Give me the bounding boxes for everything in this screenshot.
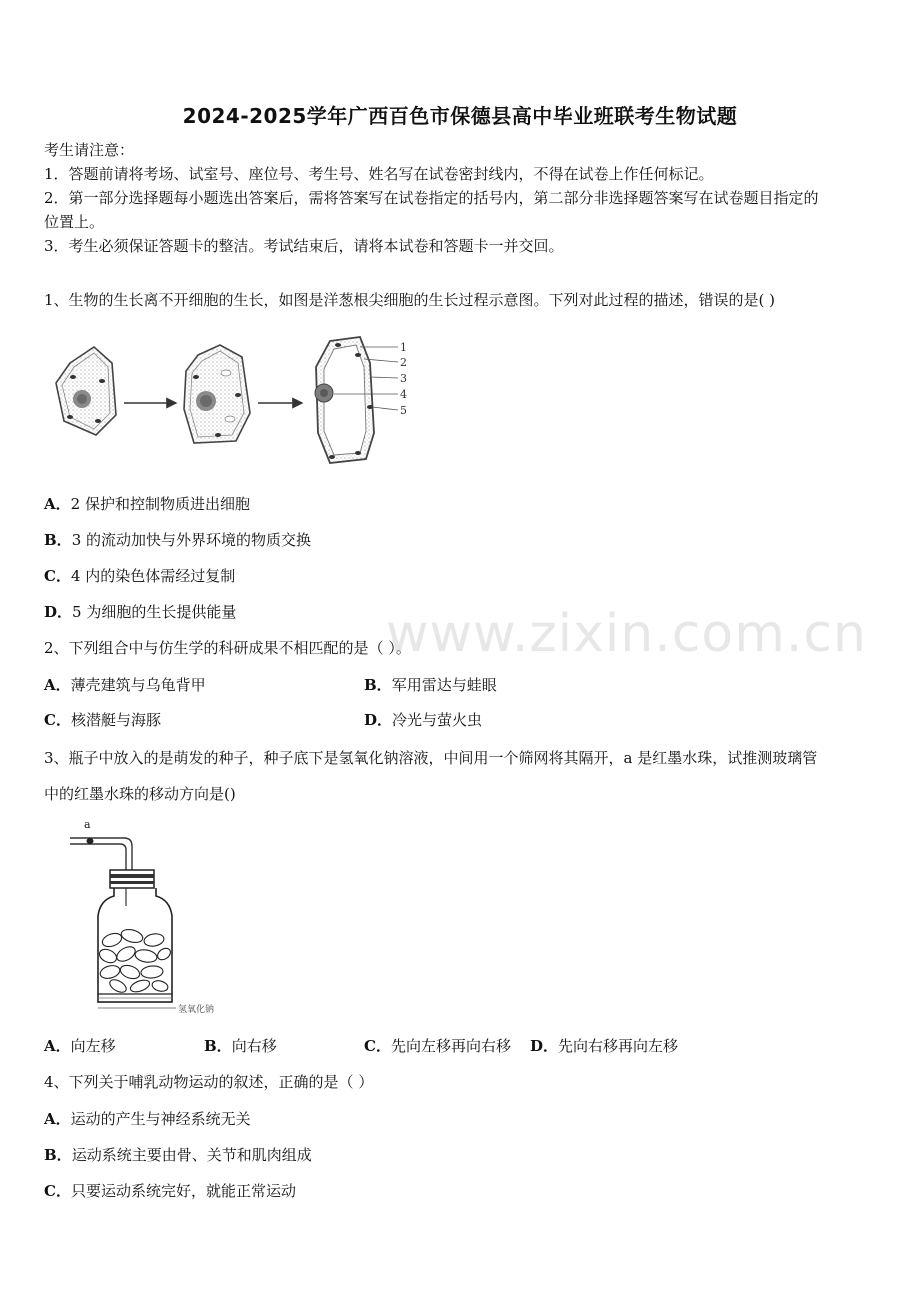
q2-option-d: D．冷光与萤火虫 (364, 711, 483, 729)
q1-option-a: A．2 保护和控制物质进出细胞 (44, 495, 250, 513)
notice-item-2-cont: 位置上。 (44, 213, 105, 231)
figure-label-1: 1 (400, 341, 407, 354)
q3-stem-line-2: 中的红墨水珠的移动方向是() (44, 785, 236, 803)
q2-option-b: B．军用雷达与蛙眼 (364, 676, 497, 694)
watermark: www.zixin.com.cn (386, 604, 867, 664)
growing-cell (184, 345, 250, 443)
notice-item-1: 1．答题前请将考场、试室号、座位号、考生号、姓名写在试卷密封线内，不得在试卷上作任何标记。 (44, 165, 714, 183)
q2-option-c: C．核潜艇与海豚 (44, 711, 161, 729)
figure-label-5: 5 (400, 404, 407, 417)
q3-option-b: B．向右移 (204, 1037, 277, 1055)
q3-option-a: A．向左移 (44, 1037, 116, 1055)
notice-heading: 考生请注意： (44, 141, 135, 159)
q3-option-c: C．先向左移再向右移 (364, 1037, 511, 1055)
figure-label-4: 4 (400, 388, 407, 401)
q4-option-c: C．只要运动系统完好，就能正常运动 (44, 1182, 296, 1200)
q1-option-c: C．4 内的染色体需经过复制 (44, 567, 236, 585)
q3-option-d: D．先向右移再向左移 (530, 1037, 679, 1055)
notice-item-3: 3．考生必须保证答题卡的整洁。考试结束后，请将本试卷和答题卡一并交回。 (44, 237, 564, 255)
q1-option-b: B．3 的流动加快与外界环境的物质交换 (44, 531, 312, 549)
q2-stem: 2、下列组合中与仿生学的科研成果不相匹配的是（ ）。 (44, 639, 411, 657)
q3-stem-line-1: 3、瓶子中放入的是萌发的种子，种子底下是氢氧化钠溶液，中间用一个筛网将其隔开，a 是红墨水珠，试推测玻璃管 (44, 749, 818, 767)
onion-root-cell-growth-figure (48, 333, 418, 468)
notice-item-2: 2．第一部分选择题每小题选出答案后，需将答案写在试卷指定的括号内，第二部分非选择题答案写在试卷题目指定的 (44, 189, 819, 207)
q4-stem: 4、下列关于哺乳动物运动的叙述，正确的是（ ） (44, 1073, 374, 1091)
q4-option-b: B．运动系统主要由骨、关节和肌肉组成 (44, 1146, 312, 1164)
q4-option-a: A．运动的产生与神经系统无关 (44, 1110, 251, 1128)
exam-title: 2024-2025学年广西百色市保德县高中毕业班联考生物试题 (182, 104, 738, 128)
figure-label-2: 2 (400, 356, 407, 369)
small-cell (56, 347, 116, 435)
seed-bottle-apparatus-figure (66, 816, 226, 1022)
mature-cell (315, 337, 374, 463)
figure-label-3: 3 (400, 372, 407, 385)
label-a: a (84, 818, 91, 831)
q1-stem: 1、生物的生长离不开细胞的生长，如图是洋葱根尖细胞的生长过程示意图。下列对此过程的描述，错误的是( ) (44, 291, 776, 309)
label-naoh: 氢氧化钠 (178, 1005, 215, 1015)
q1-option-d: D．5 为细胞的生长提供能量 (44, 603, 237, 621)
q2-option-a: A．薄壳建筑与乌龟背甲 (44, 676, 206, 694)
